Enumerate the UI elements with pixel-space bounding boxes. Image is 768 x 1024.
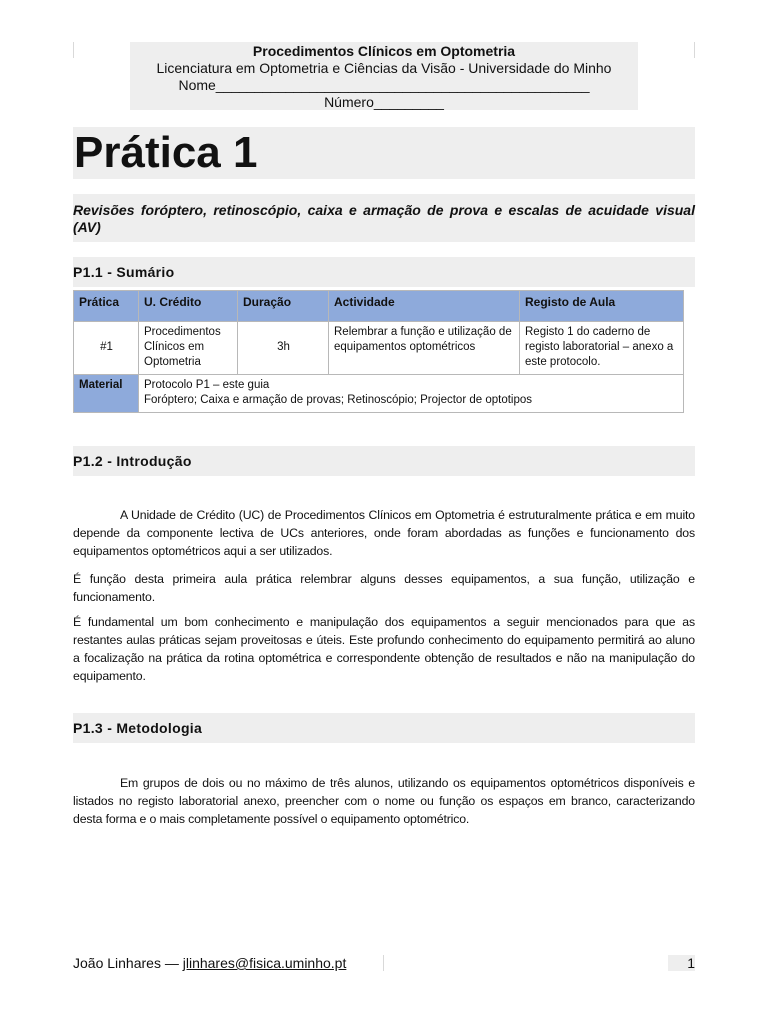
table-header-row: [74, 291, 684, 322]
number-field: Número_________: [324, 94, 444, 110]
material-cell: [139, 375, 684, 413]
page-subtitle: Revisões foróptero, retinoscópio, caixa e armação de prova e escalas de acuidade visual (AV): [73, 202, 695, 235]
section-intro: [73, 446, 695, 476]
section-method-title: P1.3 - Metodologia: [73, 720, 203, 736]
table-cell-registo: Registo 1 do caderno de registo laboratorial – anexo a este protocolo.: [520, 322, 684, 375]
table-header-cell: Prática: [74, 291, 139, 322]
name-field: Nome________________________________________________: [178, 77, 590, 93]
table-header-cell: Duração: [238, 291, 329, 322]
document-header: [130, 42, 638, 110]
header-corner-right: [694, 42, 695, 58]
table-header-cell: Registo de Aula: [520, 291, 684, 322]
section-summary: [73, 257, 695, 287]
section-intro-title: P1.2 - Introdução: [73, 453, 192, 469]
footer-author: João Linhares —: [73, 955, 179, 971]
table-header-cell: Actividade: [329, 291, 520, 322]
table-cell-actividade: Relembrar a função e utilização de equipamentos optométricos: [329, 322, 520, 375]
table-cell-duracao: 3h: [238, 322, 329, 375]
material-line: Protocolo P1 – este guia: [144, 379, 270, 391]
table-cell-pratica: #1: [74, 322, 139, 375]
table-cell-credito: Procedimentos Clínicos em Optometria: [139, 322, 238, 375]
table-row: [74, 322, 684, 375]
section-method: [73, 713, 695, 743]
page-title-box: [73, 127, 695, 179]
method-paragraph: Em grupos de dois ou no máximo de três alunos, utilizando os equipamentos optométricos disponíveis e listados no registo laboratorial anexo, preencher com o nome ou função os espaços em branco, caracterizando desta forma e o mais completamente possível o equipamento optométrico.: [73, 776, 695, 826]
intro-paragraph: É função desta primeira aula prática relembrar alguns desses equipamentos, a sua função, utilização e funcionamento.: [73, 572, 695, 604]
subtitle-box: [73, 194, 695, 242]
intro-paragraph: A Unidade de Crédito (UC) de Procedimentos Clínicos em Optometria é estruturalmente prática e em muito depende da componente lectiva de UCs anteriores, onde foram abordadas as funções e funcionamento dos equipamentos optométricos aqui a ser utilizados.: [73, 508, 695, 558]
table-row-material: [74, 375, 684, 413]
material-line: Foróptero; Caixa e armação de provas; Retinoscópio; Projector de optotipos: [144, 394, 533, 406]
header-corner-left: [73, 42, 74, 58]
footer-email-link[interactable]: jlinhares@fisica.uminho.pt: [182, 955, 347, 971]
intro-paragraph: É fundamental um bom conhecimento e manipulação dos equipamentos a seguir mencionados para que as restantes aulas práticas sejam proveitosas e úteis. Este profundo conhecimento do equipamento permitirá ao aluno a focalização na prática da rotina optométrica e correspondente obtenção de resultados e não na manipulação do equipamento.: [73, 615, 695, 683]
page-title: Prática 1: [74, 128, 258, 177]
course-subtitle: Licenciatura em Optometria e Ciências da Visão - Universidade do Minho: [156, 60, 612, 76]
material-label: Material: [74, 375, 139, 413]
footer: [73, 955, 346, 971]
course-title: Procedimentos Clínicos em Optometria: [252, 43, 516, 59]
footer-divider: [383, 955, 384, 971]
table-header-cell: U. Crédito: [139, 291, 238, 322]
summary-table: [73, 290, 684, 413]
section-summary-title: P1.1 - Sumário: [73, 264, 175, 280]
page-number: 1: [668, 955, 695, 971]
